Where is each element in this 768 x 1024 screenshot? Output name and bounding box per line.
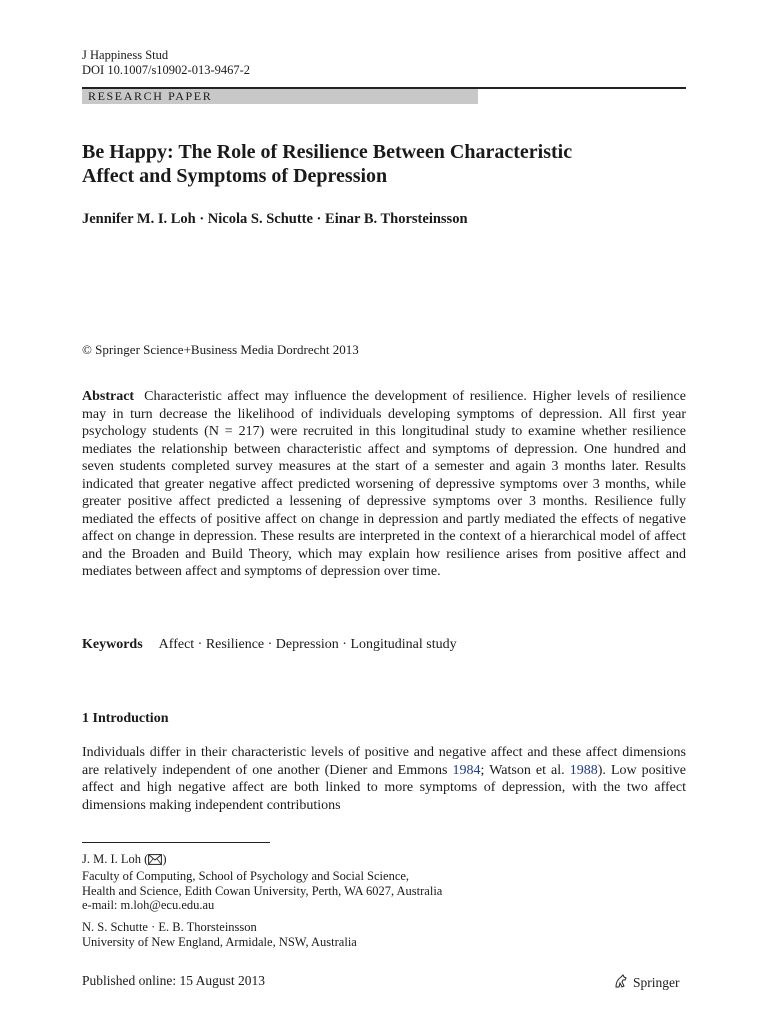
footnote-rule (82, 842, 270, 843)
paper-title-line1: Be Happy: The Role of Resilience Between Characteristic (82, 141, 573, 163)
keywords-text: Affect · Resilience · Depression · Longitudinal study (158, 637, 457, 652)
affiliation-1-line2: Health and Science, Edith Cowan University, Perth, WA 6027, Australia (82, 883, 443, 898)
corresponding-close: ) (162, 852, 167, 866)
citation-link-1984[interactable]: 1984 (452, 762, 481, 778)
published-date: Published online: 15 August 2013 (82, 973, 266, 988)
footnote-corresponding (82, 852, 442, 913)
corresponding-author (82, 852, 442, 869)
keywords-heading: Keywords (82, 637, 143, 652)
envelope-icon[interactable] (148, 854, 162, 869)
coauthor-names: N. S. Schutte · E. B. Thorsteinsson (82, 920, 257, 934)
publisher-name: Springer (633, 975, 680, 990)
email-link[interactable]: e-mail: m.loh@ecu.edu.au (82, 898, 215, 913)
citation-link-1988[interactable]: 1988 (569, 762, 598, 778)
affiliation-2: University of New England, Armidale, NSW, Australia (82, 934, 357, 949)
affiliation-1-line1: Faculty of Computing, School of Psychology and Social Science, (82, 868, 410, 883)
section-band-label: RESEARCH PAPER (88, 89, 213, 103)
abstract-heading: Abstract (82, 389, 135, 404)
footnote-coauthors (82, 920, 357, 950)
introduction-heading: 1 Introduction (82, 711, 169, 726)
corresponding-name: J. M. I. Loh ( (82, 852, 149, 866)
author-list: Jennifer M. I. Loh · Nicola S. Schutte · Einar B. Thorsteinsson (82, 211, 468, 227)
paper-title (82, 140, 686, 188)
keywords (82, 636, 457, 653)
abstract (82, 388, 686, 581)
springer-horse-icon (613, 973, 633, 993)
journal-name: J Happiness Stud (82, 48, 169, 62)
introduction-text (82, 744, 686, 814)
publisher-logo (613, 973, 680, 993)
copyright-notice: © Springer Science+Business Media Dordrecht 2013 (82, 342, 359, 357)
intro-text-c: ). Low positive affect and high negative affect are both linked to more symptoms of depression, with the two affect dimensions making independent contributions (82, 762, 686, 813)
abstract-text: Characteristic affect may influence the development of resilience. Higher levels of resilience may in turn decrease the likelihood of individuals developing symptoms of depression. All first year psychology students (N = 217) were recruited in this longitudinal study to examine whether resilience mediates the relationship between characteristic affect and symptoms of depression. One hundred and seven students completed survey measures at the start of a semester and again 3 months later. Results indicated that greater negative affect predicted worsening of depressive symptoms over 3 months, while greater positive affect predicted a lessening of depressive symptoms over 3 months. Resilience fully mediated the effects of positive affect on change in depression and partly mediated the effects of negative affect on change in depression. These results are interpreted in the context of a hierarchical model of affect and the Broaden and Build Theory, which may explain how resilience arises from positive affect and mediates between affect and symptoms of depression over time. (82, 389, 686, 579)
doi-link[interactable]: DOI 10.1007/s10902-013-9467-2 (82, 63, 251, 77)
intro-text-b: ; Watson et al. (480, 762, 570, 778)
intro-text-a: Individuals differ in their characteristic levels of positive and negative affect and these affect dimensions are relatively independent of one another (Diener and Emmons (82, 745, 686, 778)
paper-title-line2: Affect and Symptoms of Depression (82, 165, 388, 187)
